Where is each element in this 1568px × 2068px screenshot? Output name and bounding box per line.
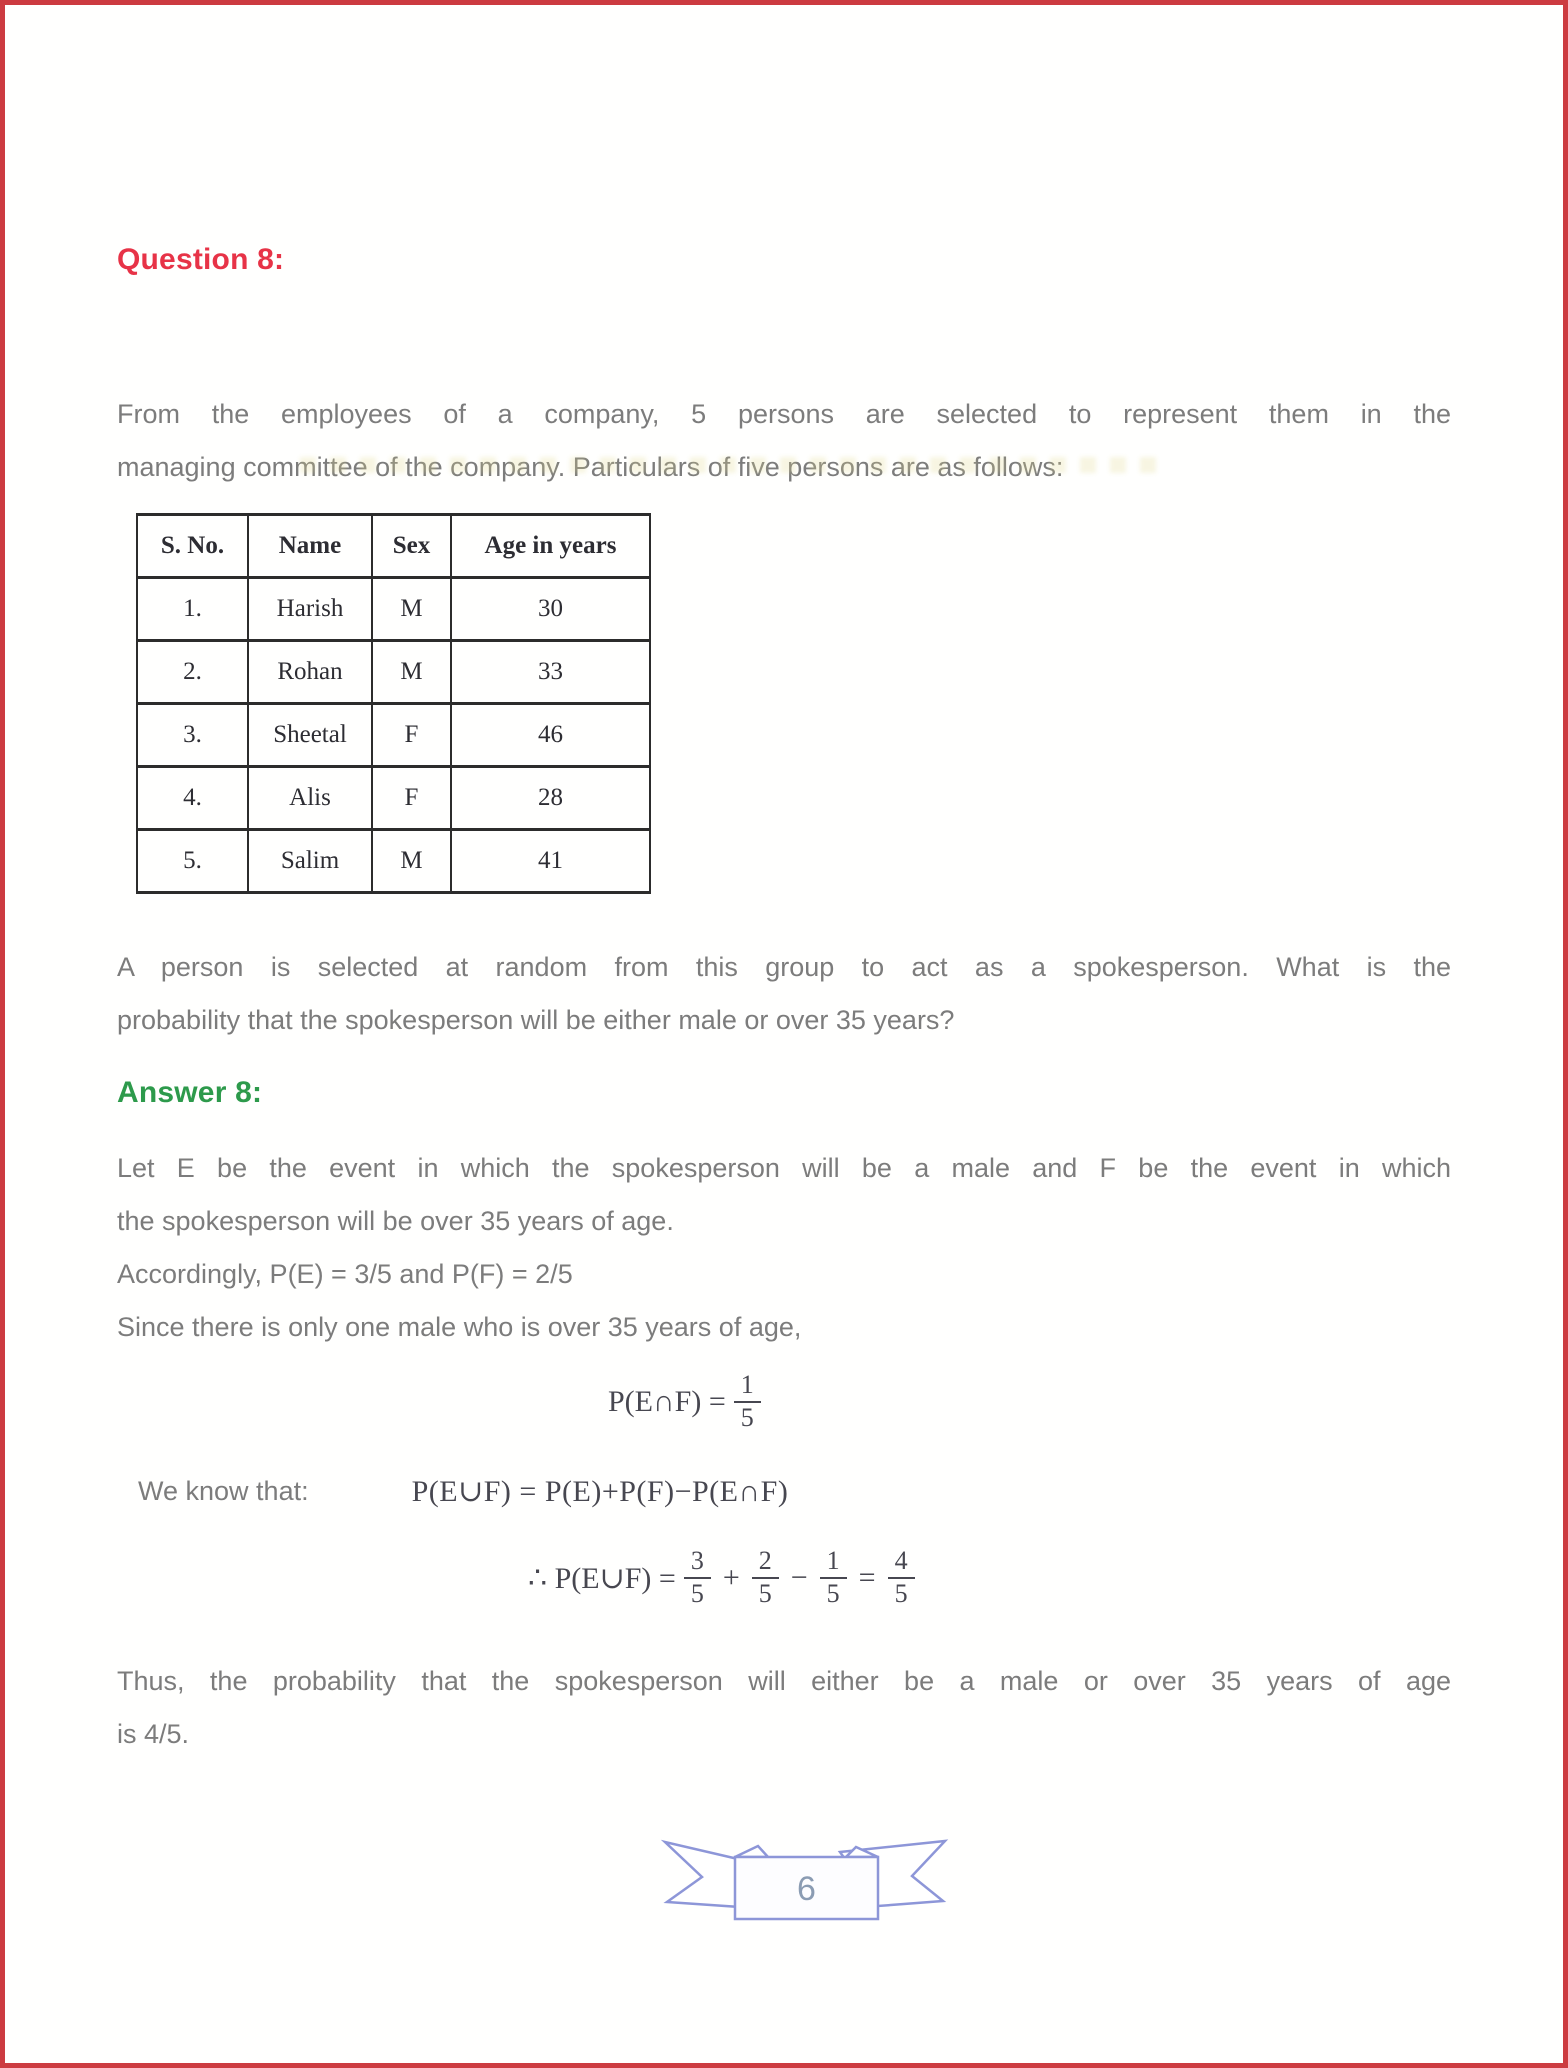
we-know-row	[117, 1471, 1451, 1511]
table-cell-name: Rohan	[248, 641, 372, 704]
table-cell-sex: F	[372, 704, 451, 767]
table-cell-name: Harish	[248, 578, 372, 641]
table-cell-sex: M	[372, 830, 451, 893]
table-row	[137, 578, 650, 641]
formula-intersection-lhs: P(E∩F) =	[608, 1385, 726, 1418]
answer-line-3: Accordingly, P(E) = 3/5 and P(F) = 2/5	[117, 1259, 573, 1289]
table-cell-age: 46	[451, 704, 650, 767]
we-know-label: We know that:	[138, 1475, 309, 1506]
table-cell-sex: M	[372, 578, 451, 641]
table-cell-age: 33	[451, 641, 650, 704]
question-intro-line-1: From the employees of a company, 5 persons are selected to represent them in the	[117, 399, 1451, 429]
table-cell-sno: 4.	[137, 767, 248, 830]
table-cell-age: 30	[451, 578, 650, 641]
formula-union-values	[528, 1545, 1451, 1611]
fraction: $\frac{1}{5}$	[820, 1547, 847, 1608]
table-row	[137, 641, 650, 704]
table-cell-age: 28	[451, 767, 650, 830]
table-cell-name: Alis	[248, 767, 372, 830]
table-cell-sno: 3.	[137, 704, 248, 767]
question-followup-line-2: probability that the spokesperson will be either male or over 35 years?	[117, 1005, 955, 1035]
conclusion-line-1: Thus, the probability that the spokesperson will either be a male or over 35 years of age	[117, 1666, 1451, 1696]
table-header-age: Age in years	[451, 515, 650, 578]
question-heading: Question 8:	[117, 243, 285, 276]
table-cell-sno: 5.	[137, 830, 248, 893]
question-intro-paragraph	[117, 388, 1451, 494]
formula-union-expansion: P(E∪F) = P(E)+P(F)−P(E∩F)	[411, 1474, 789, 1508]
conclusion-paragraph	[117, 1655, 1451, 1761]
table-header-row	[137, 515, 650, 578]
answer-line-2: the spokesperson will be over 35 years of age.	[117, 1206, 674, 1236]
ribbon-left-fold	[735, 1846, 768, 1857]
fraction: $\frac{1}{5}$	[734, 1371, 761, 1432]
plus-operator: +	[722, 1561, 740, 1594]
formula-intersection	[608, 1369, 1451, 1435]
table-cell-sno: 2.	[137, 641, 248, 704]
answer-paragraph	[117, 1142, 1451, 1354]
fraction: $\frac{2}{5}$	[752, 1547, 779, 1608]
fraction: $\frac{3}{5}$	[684, 1547, 711, 1608]
table-cell-name: Salim	[248, 830, 372, 893]
table-cell-age: 41	[451, 830, 650, 893]
question-followup-line-1: A person is selected at random from this group to act as a spokesperson. What is the	[117, 952, 1451, 982]
minus-operator: −	[790, 1561, 808, 1594]
fraction: $\frac{4}{5}$	[888, 1547, 915, 1608]
formula-union-prefix: ∴ P(E∪F) =	[528, 1561, 676, 1595]
table-row	[137, 704, 650, 767]
table-cell-sex: M	[372, 641, 451, 704]
table-row	[137, 830, 650, 893]
persons-table	[136, 513, 651, 894]
answer-line-4: Since there is only one male who is over 35 years of age,	[117, 1312, 802, 1342]
table-cell-sno: 1.	[137, 578, 248, 641]
table-header-name: Name	[248, 515, 372, 578]
equals-operator: =	[858, 1561, 876, 1594]
table-cell-sex: F	[372, 767, 451, 830]
table-header-sno: S. No.	[137, 515, 248, 578]
question-intro-line-2: managing committee of the company. Particulars of five persons are as follows:	[117, 452, 1064, 482]
table-cell-name: Sheetal	[248, 704, 372, 767]
answer-line-1: Let E be the event in which the spokesperson will be a male and F be the event in which	[117, 1153, 1451, 1183]
question-followup-paragraph	[117, 941, 1451, 1047]
answer-heading: Answer 8:	[117, 1076, 263, 1109]
page-number: 6	[797, 1870, 816, 1908]
conclusion-line-2: is 4/5.	[117, 1719, 190, 1749]
page-number-ribbon	[660, 1838, 950, 1926]
ribbon-left-wing	[665, 1842, 740, 1907]
table-header-sex: Sex	[372, 515, 451, 578]
table-row	[137, 767, 650, 830]
